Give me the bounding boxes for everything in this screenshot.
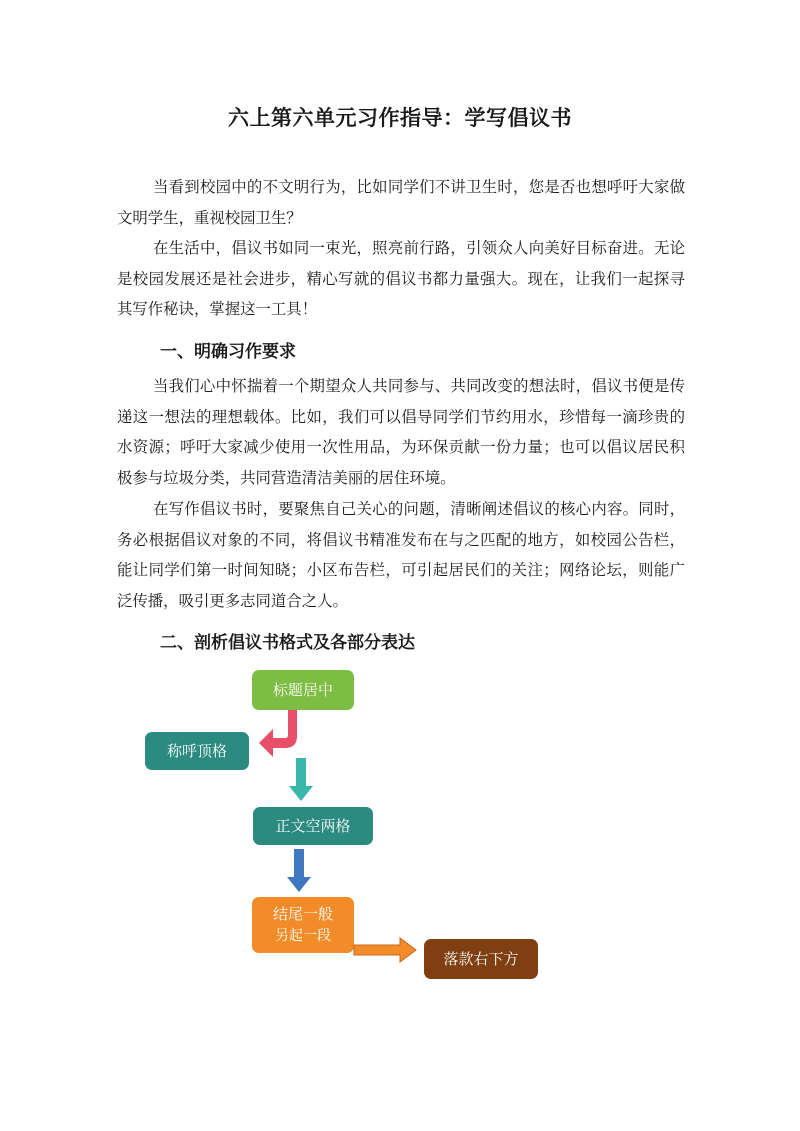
section-1-paragraph-1: 当我们心中怀揣着一个期望众人共同参与、共同改变的想法时，倡议书便是传递这一想法的理想载体。比如，我们可以倡导同学们节约用水，珍惜每一滴珍贵的水资源；呼吁大家减少使用一次性用品，为环保贡献一份力量；也可以倡议居民积极参与垃圾分类，共同营造清洁美丽的居住环境。 xyxy=(117,377,685,487)
ending-box-line-1: 结尾一般 xyxy=(272,905,333,923)
down-arrow-to-ending xyxy=(287,849,311,893)
curved-arrow-to-salutation xyxy=(255,710,305,760)
section-2-heading: 二、剖析倡议书格式及各部分表达 xyxy=(160,633,415,653)
orange-arrow-shape xyxy=(354,938,416,962)
intro-paragraph-1: 当看到校园中的不文明行为，比如同学们不讲卫生时，您是否也想呼吁大家做文明学生，重视校园卫生？ xyxy=(117,178,685,227)
teal-arrow-shape xyxy=(289,758,313,801)
pink-arrow-shape xyxy=(259,710,297,757)
intro-paragraph-2: 在生活中，倡议书如同一束光，照亮前行路，引领众人向美好目标奋进。无论是校园发展还是社会进步，精心写就的倡议书都力量强大。现在，让我们一起探寻其写作秘诀，掌握这一工具！ xyxy=(117,239,685,318)
blue-arrow-shape xyxy=(287,849,311,892)
down-arrow-to-body xyxy=(289,758,313,802)
document-title: 六上第六单元习作指导：学写倡议书 xyxy=(228,106,572,130)
section-1-paragraph-2: 在写作倡议书时，要聚焦自己关心的问题，清晰阐述倡议的核心内容。同时，务必根据倡议对象的不同，将倡议书精准发布在与之匹配的地方，如校园公告栏，能让同学们第一时间知晓；小区布告栏，可引起居民们的关注；网络论坛，则能广泛传播，吸引更多志同道合之人。 xyxy=(117,500,685,610)
signature-box: 落款右下方 xyxy=(424,939,538,979)
section-1-heading: 一、明确习作要求 xyxy=(160,342,296,362)
ending-box xyxy=(252,897,354,953)
right-arrow-to-signature xyxy=(354,937,418,963)
body-box: 正文空两格 xyxy=(253,807,373,845)
title-box: 标题居中 xyxy=(252,670,354,710)
ending-box-line-2: 另起一段 xyxy=(275,928,331,944)
salutation-box: 称呼顶格 xyxy=(145,732,249,770)
